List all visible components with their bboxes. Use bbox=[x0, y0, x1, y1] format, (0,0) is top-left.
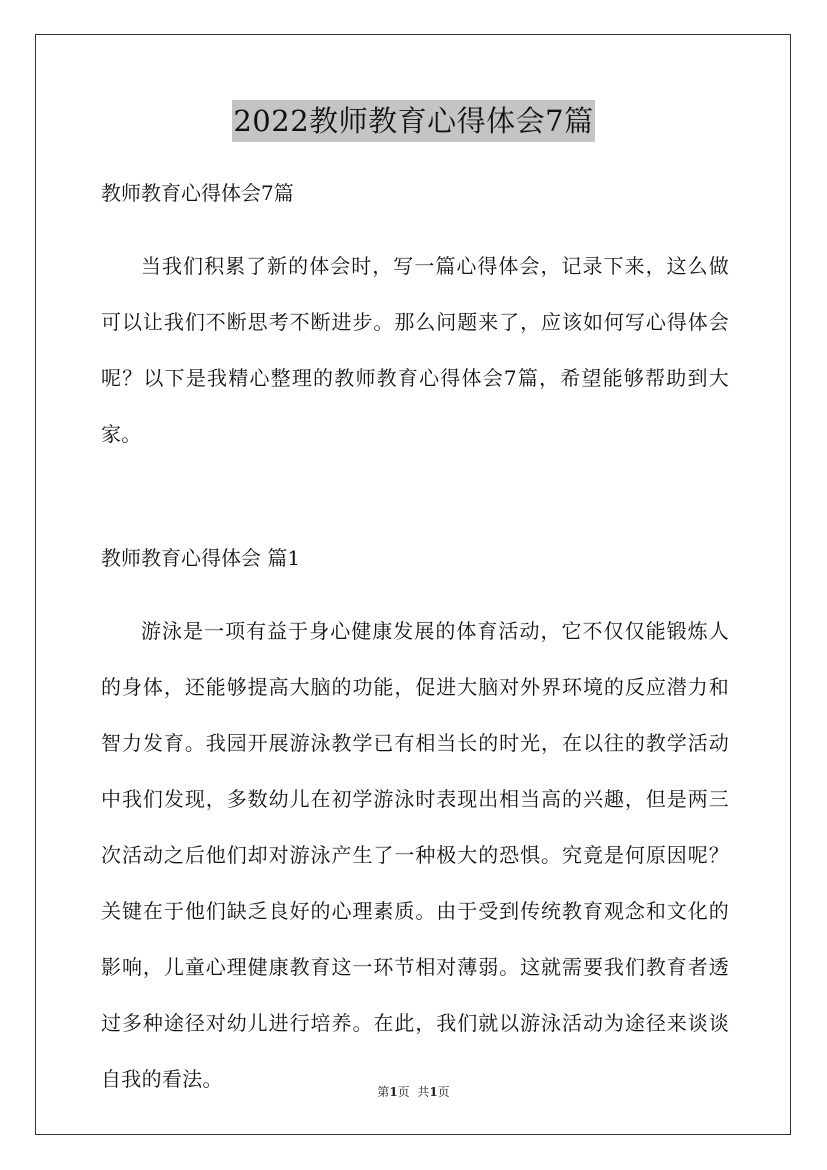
footer-page-mid: 页 共 bbox=[397, 1085, 430, 1099]
section1-paragraph: 游泳是一项有益于身心健康发展的体育活动，它不仅仅能锻炼人的身体，还能够提高大脑的功能，促进大脑对外界环境的反应潜力和智力发育。我园开展游泳教学已有相当长的时光，在以往的教学活动中我们发现，多数幼儿在初学游泳时表现出相当高的兴趣，但是两三次活动之后他们却对游泳产生了一种极大的恐惧。究竟是何原因呢？关键在于他们缺乏良好的心理素质。由于受到传统教育观念和文化的影响，儿童心理健康教育这一环节相对薄弱。这就需要我们教育者透过多种途径对幼儿进行培养。在此，我们就以游泳活动为途径来谈谈自我的看法。 bbox=[101, 619, 729, 1091]
document-title: 2022教师教育心得体会7篇 bbox=[232, 100, 594, 142]
page-footer bbox=[0, 1083, 827, 1100]
intro-paragraph: 当我们积累了新的体会时，写一篇心得体会，记录下来，这么做可以让我们不断思考不断进步。那么问题来了，应该如何写心得体会呢？以下是我精心整理的教师教育心得体会7篇，希望能够帮助到大家。 bbox=[101, 254, 729, 446]
document-body bbox=[101, 173, 729, 1107]
section1-heading: 教师教育心得体会 篇1 bbox=[101, 546, 301, 570]
footer-page-current: 1 bbox=[389, 1085, 398, 1099]
footer-page-suffix: 页 bbox=[437, 1085, 450, 1099]
title-wrap bbox=[0, 100, 827, 142]
intro-heading: 教师教育心得体会7篇 bbox=[101, 181, 294, 205]
footer-page-prefix: 第 bbox=[377, 1085, 390, 1099]
footer-page-total: 1 bbox=[429, 1085, 438, 1099]
